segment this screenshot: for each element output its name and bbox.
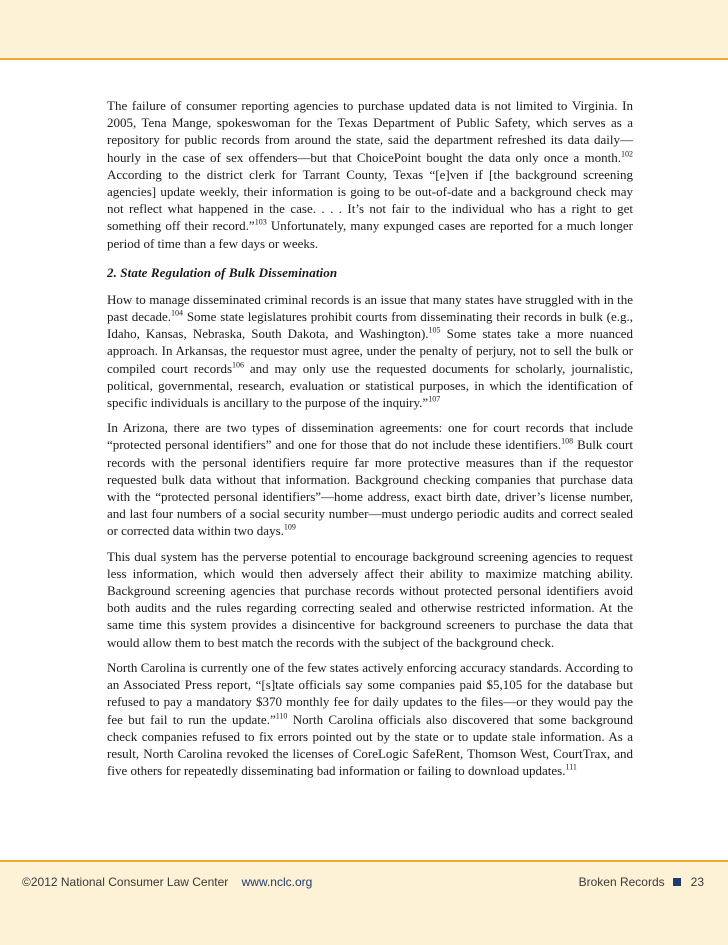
footnote-ref: 102 (621, 149, 633, 159)
footnote-ref: 108 (561, 437, 574, 447)
footnote-ref: 105 (428, 325, 441, 335)
paragraph (107, 419, 633, 539)
paragraph-text: This dual system has the perverse potential to encourage background screening agencies to request less information, which would then adversely affect their ability to maximize matching ability. Background screening agencies that purchase records without protected personal identifiers avoid both audits and the rules regarding correcting sealed and otherwise restricted information. At the same time this system provides a disincentive for background screeners to purchase the data that would allow them to best match the records with the subject of the background check. (107, 548, 633, 650)
footer-url-link[interactable]: www.nclc.org (241, 875, 313, 889)
footnote-ref: 107 (428, 394, 441, 404)
paragraph-text: North Carolina officials also discovered that some background check companies refused to fix errors pointed out by the state or to update stale information. As a result, North Carolina revoked the licenses of CoreLogic SafeRent, Thomson West, CourtTrax, and five others for repeatedly disseminating bad information or failing to download updates. (107, 711, 633, 779)
page-number: 23 (690, 875, 704, 889)
paragraph (107, 97, 633, 252)
copyright-text: ©2012 National Consumer Law Center (22, 875, 229, 889)
paragraph-text: Some states take a more nuanced approach. In Arkansas, the requestor must agree, under the penalty of perjury, not to sell the bulk or compiled court records (107, 326, 634, 376)
footer-right (579, 875, 704, 889)
body-text (107, 97, 633, 787)
report-title: Broken Records (578, 875, 665, 889)
section-heading: 2. State Regulation of Bulk Dissemination (107, 264, 338, 280)
paragraph (107, 659, 633, 779)
paragraph-text: How to manage disseminated criminal records is an issue that many states have struggled with in the past decade. (107, 291, 633, 325)
footnote-ref: 104 (171, 308, 184, 318)
paragraph (107, 291, 633, 411)
paragraph-text: and may only use the requested documents for scholarly, journalistic, political, governmental, research, evaluation or statistical purposes, in which the identification of specific individuals is ancillary to the purpose of the inquiry.” (107, 360, 634, 411)
paragraph-text: Some state legislatures prohibit courts from disseminating their records in bulk (e.g., Idaho, Kansas, Nebraska, South Dakota, and Washington). (107, 309, 633, 342)
paragraph-text: Bulk court records with the personal identifiers require far more protective measures than if the requestor requested bulk data without that information. Background checking companies that purchase data with the “protected personal identifiers”—home address, exact birth date, driver’s license number, and last four numbers of a social security number—must undergo periodic audits and correct sealed or corrected data within two days. (107, 437, 634, 539)
paragraph-text: According to the district clerk for Tarrant County, Texas “[e]ven if [the background screening agencies] update weekly, their information is going to be out-of-date and a background check may not reflect what happened in the case. . . . It’s not fair to the individual who has a right to get something off their record.” (107, 166, 633, 234)
footnote-ref: 103 (254, 218, 267, 228)
footer-left (22, 875, 312, 889)
page-footer (0, 860, 728, 945)
square-bullet-icon (673, 878, 681, 886)
paragraph (107, 548, 633, 651)
footnote-ref: 106 (232, 360, 245, 370)
paragraph-text: Unfortunately, many expunged cases are reported for a much longer period of time than a few days or weeks. (107, 218, 633, 251)
header-band (0, 0, 728, 60)
paragraph-text: In Arizona, there are two types of dissemination agreements: one for court records that include “protected personal identifiers” and one for those that do not include these identifiers. (107, 420, 633, 453)
footnote-ref: 111 (565, 762, 577, 772)
footnote-ref: 109 (283, 523, 296, 533)
intro-paragraphs (107, 97, 633, 252)
paragraph-text: North Carolina is currently one of the few states actively enforcing accuracy standards. According to an Associated Press report, “[s]tate officials say some companies paid $5,105 for the database but refused to pay a mandatory $370 monthly fee for daily updates to the files—or they would pay the fee but fail to run the update.” (107, 659, 633, 727)
footnote-ref: 110 (275, 711, 288, 721)
section-paragraphs (107, 291, 633, 779)
paragraph-text: The failure of consumer reporting agencies to purchase updated data is not limited to Virginia. In 2005, Tena Mange, spokeswoman for the Texas Department of Public Safety, which serves as a repository for public records from around the state, said the department refreshed its data daily—hourly in the case of sex offenders—but that ChoicePoint bought the data only once a month. (107, 98, 633, 165)
